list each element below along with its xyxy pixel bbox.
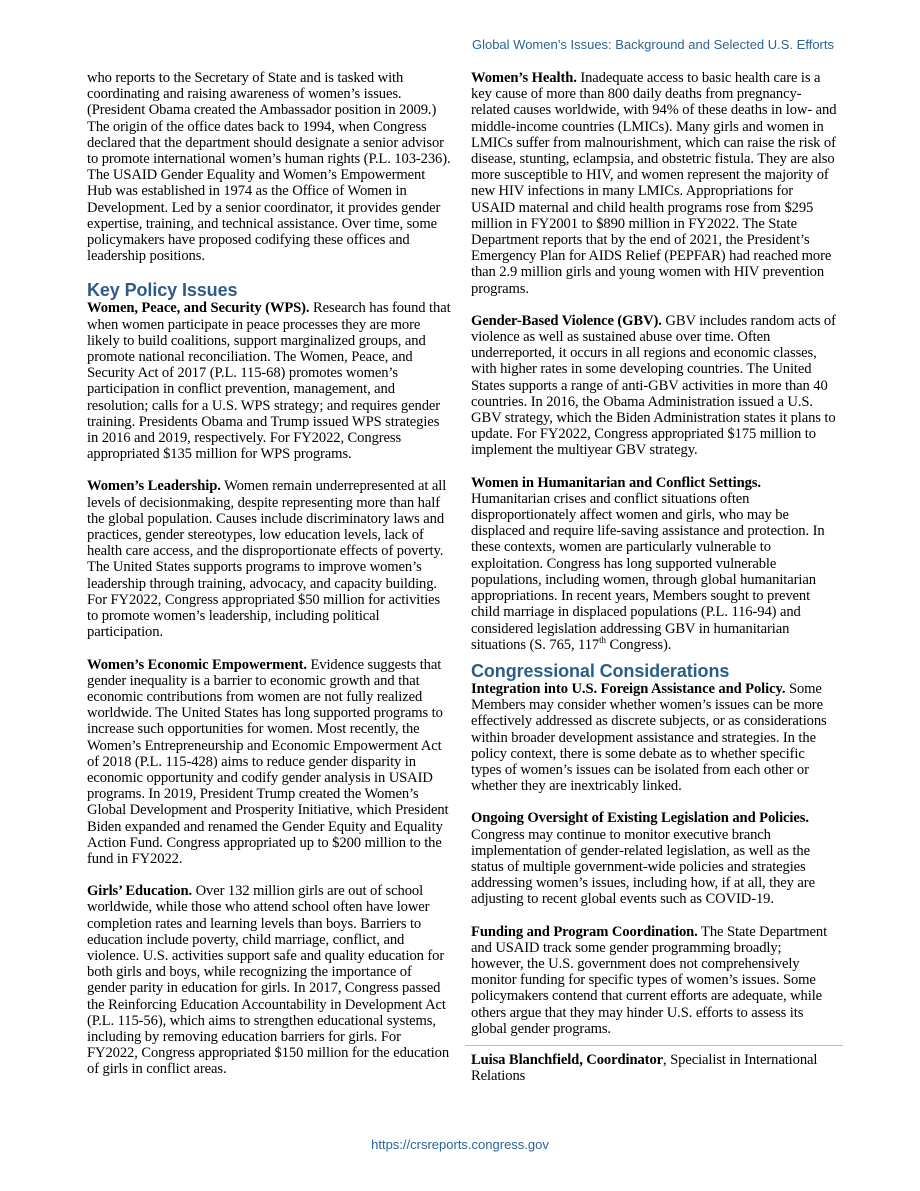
paragraph-lead: Gender-Based Violence (GBV).	[471, 312, 662, 329]
paragraph-lead: Women’s Leadership.	[87, 478, 221, 495]
paragraph-body: The State Department and USAID track some gender programming broadly; however, the U.S. government does not comprehensively monitor funding for specific types of women’s issues. Some policymakers contend that current efforts are adequate, while others argue that they may hinder U.S. efforts to assess its global gender programs.	[471, 923, 828, 1037]
section-heading-key-policy-issues: Key Policy Issues	[87, 280, 238, 301]
paragraph-oversight	[471, 810, 837, 907]
paragraph-lead: Women’s Health.	[471, 70, 577, 86]
footer-url-link[interactable]: https://crsreports.congress.gov	[371, 1137, 549, 1152]
paragraph-body: Over 132 million girls are out of school worldwide, while those who attend school often have lower completion rates and learning levels than boys. Barriers to education include poverty, child marriage, conflict, and violence. U.S. activities support safe and quality education for both girls and boys, while recognizing the importance of gender parity in education for girls. In 2017, Congress passed the Reinforcing Education Accountability in Development Act (P.L. 115-56), which aims to strengthen educational systems, including by removing education barriers for girls. For FY2022, Congress appropriated $150 million for the education of girls in conflict areas.	[87, 883, 450, 1078]
paragraph-lead: Ongoing Oversight of Existing Legislation and Policies.	[471, 810, 809, 827]
paragraph-body: Research has found that when women participate in peace processes they are more likely to build coalitions, support marginalized groups, and promote national reconciliation. The Women, Peace, and Security Act of 2017 (P.L. 115-68) promotes women’s participation in conflict prevention, management, and resolution; calls for a U.S. WPS strategy; and requires gender training. Presidents Obama and Trump issued WPS strategies in 2016 and 2019, respectively. For FY2022, Congress appropriated $135 million for WPS programs.	[87, 300, 451, 463]
author-credit	[471, 1052, 837, 1084]
paragraph-funding	[471, 924, 837, 1037]
ordinal-suffix: th	[599, 634, 606, 645]
section-heading-congressional-considerations: Congressional Considerations	[471, 660, 730, 681]
left-column	[87, 70, 453, 1078]
paragraph-lead: Women in Humanitarian and Conflict Settings.	[471, 474, 761, 491]
author-title: , Specialist in International Relations	[471, 1051, 818, 1085]
paragraph-body: Evidence suggests that gender inequality is a barrier to economic growth and that economic contributions from women are not fully realized worldwide. The United States has long supported programs to increase such opportunities for women. Most recently, the Women’s Entrepreneurship and Economic Empowerment Act of 2018 (P.L. 115-428) aims to reduce gender disparity in economic opportunity and codify gender analysis in USAID programs. In 2019, President Trump created the Women’s Global Development and Prosperity Initiative, which President Biden expanded and renamed the Gender Equity and Equality Action Fund. Congress appropriated up to $200 million to the fund in FY2022.	[87, 656, 449, 867]
continued-paragraph: who reports to the Secretary of State and is tasked with coordinating and raising awareness of women’s issues. (President Obama created the Ambassador position in 2009.) The origin of the office dates back to 1994, when Congress declared that the department should designate a senior advisor to promote international women’s human rights (P.L. 103-236). The USAID Gender Equality and Women’s Empowerment Hub was established in 1974 as the Office of Women in Development. Led by a senior coordinator, it provides gender expertise, training, and technical assistance. Over time, some policymakers have proposed codifying these offices and leadership positions.	[87, 70, 451, 265]
paragraph-economic-empowerment	[87, 657, 453, 868]
paragraph-body: GBV includes random acts of violence as well as sustained abuse over time. Often underreported, it occurs in all regions and economic classes, with higher rates in some developing countries. The United States supports a range of anti-GBV activities in more than 40 countries. In 2016, the Obama Administration issued a U.S. GBV strategy, which the Biden Administration states it plans to update. For FY2022, Congress appropriated $175 million to implement the multiyear GBV strategy.	[471, 312, 836, 459]
paragraph-womens-health	[471, 70, 837, 297]
paragraph-lead: Girls’ Education.	[87, 883, 193, 900]
author-divider	[465, 1045, 843, 1046]
paragraph-girls-education	[87, 883, 453, 1077]
paragraph-lead: Women’s Economic Empowerment.	[87, 656, 307, 673]
paragraph-body: Inadequate access to basic health care is a key cause of more than 800 daily deaths from pregnancy-related causes worldwide, with 94% of these deaths in low- and middle-income countries (LMICs). Many girls and women in LMICs suffer from malnourishment, which can raise the risk of disease, stunting, eclampsia, and obstetric fistula. They are also more susceptible to HIV, and women represent the majority of new HIV infections in many LMICs. Appropriations for USAID maternal and child health programs rose from $295 million in FY2001 to $890 million in FY2022. The State Department reports that by the end of 2021, the President’s Emergency Plan for AIDS Relief (PEPFAR) had reached more than 2.9 million girls and young women with HIV prevention programs.	[471, 70, 837, 297]
right-column	[471, 70, 837, 1084]
paragraph-lead: Women, Peace, and Security (WPS).	[87, 300, 310, 317]
paragraph-lead: Integration into U.S. Foreign Assistance and Policy.	[471, 680, 786, 697]
paragraph-gbv	[471, 313, 837, 459]
paragraph-integration	[471, 681, 837, 794]
paragraph-body: Congress may continue to monitor executive branch implementation of gender-related legislation, as well as the status of multiple government-wide policies and strategies addressing women’s issues, including how, if at all, they are adjusting to recent global events such as COVID-19.	[471, 826, 815, 908]
paragraph-wps	[87, 300, 453, 462]
author-name: Luisa Blanchfield, Coordinator	[471, 1051, 664, 1068]
paragraph-humanitarian	[471, 475, 837, 653]
paragraph-body: Humanitarian crises and conflict situations often disproportionately affect women and girls, who may be displaced and require life-saving assistance and protection. In these contexts, women are particularly vulnerable to exploitation. Congress has long supported vulnerable populations, including women, through global humanitarian appropriations. In recent years, Members sought to prevent child marriage in displaced populations (P.L. 116-94) and considered legislation addressing GBV in humanitarian situations (S. 765, 117	[471, 490, 825, 653]
running-header: Global Women’s Issues: Background and Selected U.S. Efforts	[471, 37, 834, 52]
paragraph-body: Women remain underrepresented at all levels of decisionmaking, despite representing more than half the global population. Causes include discriminatory laws and practices, gender stereotypes, low education levels, lack of health care access, and the disproportionate effects of poverty. The United States supports programs to improve women’s leadership through training, advocacy, and capacity building. For FY2022, Congress appropriated $50 million for activities to promote women’s leadership, including political participation.	[87, 478, 447, 641]
paragraph-body: Some Members may consider whether women’s issues can be more effectively addressed as discrete subjects, or as considerations within broader development assistance and strategies. In the policy context, there is some debate as to whether specific types of women’s issues can be isolated from each other or whether they are inextricably linked.	[471, 680, 827, 795]
paragraph-lead: Funding and Program Coordination.	[471, 923, 698, 940]
paragraph-womens-leadership	[87, 478, 453, 640]
paragraph-body-tail: Congress).	[605, 636, 672, 653]
